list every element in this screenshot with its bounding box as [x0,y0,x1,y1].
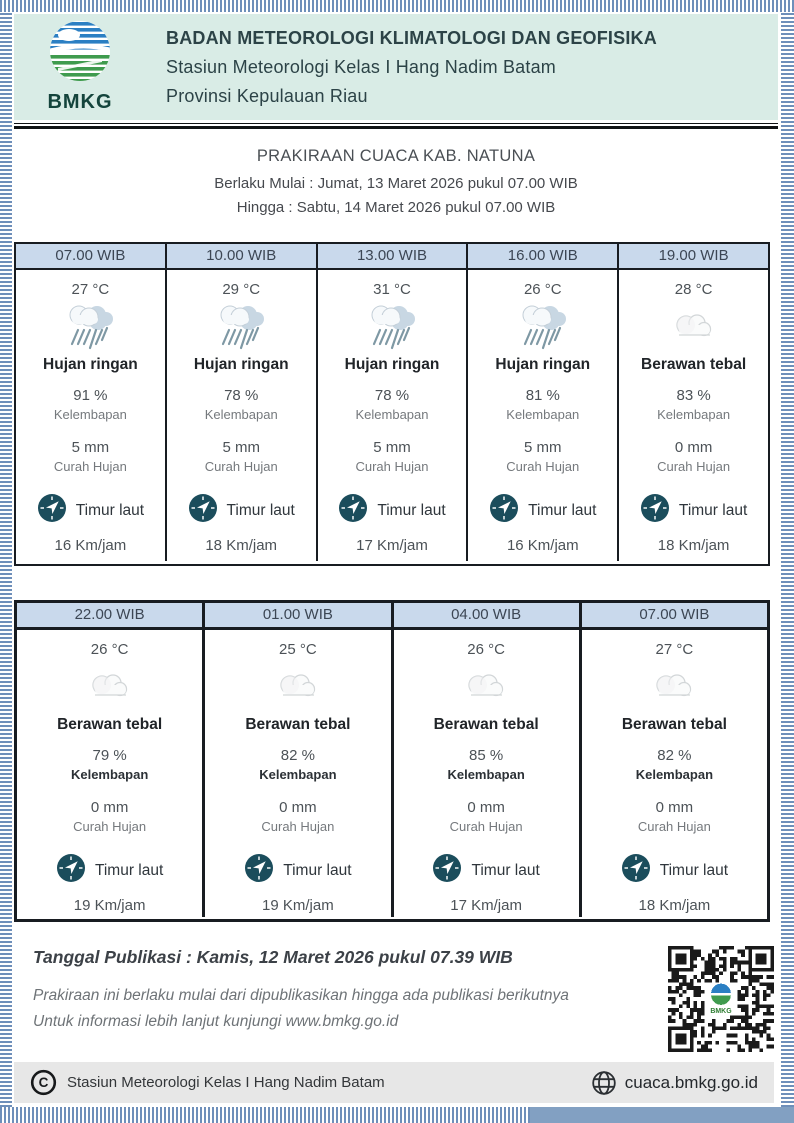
rainfall-value: 5 mm [373,439,411,456]
bmkg-logo [34,18,126,117]
time-header: 16.00 WIB [468,244,619,268]
compass-icon [338,493,368,528]
condition: Berawan tebal [57,716,163,733]
province-name: Provinsi Kepulauan Riau [166,85,368,106]
compass-icon [37,493,67,523]
humidity-value: 91 % [73,387,108,404]
wind-row [188,493,295,528]
wind-direction: Timur laut [75,501,145,519]
globe-icon [591,1070,617,1096]
rainfall-value: 0 mm [279,799,317,816]
wind-row [621,853,728,888]
rainfall-label: Curah Hujan [53,459,127,474]
table-body [17,630,767,917]
thick-clouds-icon [272,660,324,714]
time-header: 01.00 WIB [205,603,393,627]
rainfall-value: 5 mm [524,439,562,456]
wind-direction: Timur laut [678,501,748,519]
wind-row [244,853,351,888]
thick-clouds-icon [648,669,700,705]
rainfall-label: Curah Hujan [506,459,580,474]
temperature: 27 °C [655,641,694,658]
temperature: 26 °C [523,281,562,298]
light-rain-icon [363,300,421,354]
footer-bar [14,1062,774,1103]
wind-speed: 19 Km/jam [73,897,146,914]
publication-note: Prakiraan ini berlaku mulai dari dipublikasikan hingga ada publikasi berikutnya [33,987,569,1004]
temperature: 26 °C [90,641,129,658]
condition: Hujan ringan [193,356,289,373]
rainfall-value: 5 mm [222,439,260,456]
humidity-label: Kelembapan [259,767,337,782]
condition: Berawan tebal [245,716,351,733]
svg-text:BMKG: BMKG [710,1008,732,1016]
condition: Berawan tebal [433,716,539,733]
condition: Berawan tebal [641,356,747,373]
header-divider [14,123,778,129]
time-header: 07.00 WIB [16,244,167,268]
wind-direction: Timur laut [471,861,540,879]
copyright-icon [30,1069,57,1096]
thick-clouds-icon [272,669,324,705]
humidity-value: 78 % [374,387,410,404]
rainfall-label: Curah Hujan [355,459,429,474]
forecast-table-day [14,242,770,566]
humidity-value: 82 % [657,747,692,764]
frame-bottom [0,1107,794,1123]
humidity-value: 81 % [525,387,560,404]
rainfall-label: Curah Hujan [261,819,335,834]
humidity-value: 79 % [92,747,127,764]
humidity-label: Kelembapan [204,407,278,422]
compass-icon [244,853,274,888]
temperature: 31 °C [373,281,411,298]
compass-icon [37,493,67,528]
org-name: BADAN METEOROLOGI KLIMATOLOGI DAN GEOFISIKA [166,27,657,48]
table-header-row [17,603,767,630]
light-rain-icon [514,302,572,352]
compass-icon [640,493,670,523]
humidity-value: 78 % [224,387,259,404]
valid-until: Hingga : Sabtu, 14 Maret 2026 pukul 07.00 WIB [236,199,556,216]
humidity-label: Kelembapan [506,407,580,422]
wind-row [432,853,539,888]
compass-icon [56,853,86,883]
humidity-label: Kelembapan [53,407,127,422]
time-header: 10.00 WIB [167,244,318,268]
light-rain-icon [514,300,572,354]
thick-clouds-icon [84,660,136,714]
rainfall-label: Curah Hujan [73,819,147,834]
rainfall-value: 0 mm [674,439,713,456]
humidity-value: 83 % [676,387,711,404]
wind-direction: Timur laut [283,861,352,879]
wind-row [640,493,747,528]
humidity-label: Kelembapan [70,767,149,782]
time-header: 13.00 WIB [318,244,469,268]
humidity-label: Kelembapan [355,407,429,422]
compass-icon [432,853,462,883]
light-rain-icon [363,302,421,352]
rainfall-value: 0 mm [467,799,505,816]
wind-direction: Timur laut [528,501,597,519]
rainfall-value: 0 mm [90,799,129,816]
wind-speed: 16 Km/jam [506,537,579,554]
rainfall-label: Curah Hujan [637,819,711,834]
wind-direction: Timur laut [226,501,295,519]
wind-row [56,853,163,888]
humidity-label: Kelembapan [657,407,731,422]
qr-code [668,946,774,1052]
wind-row [338,493,445,528]
forecast-title: PRAKIRAAN CUACA KAB. NATUNA [256,147,536,165]
condition: Hujan ringan [344,356,440,373]
compass-icon [640,493,670,528]
forecast-table-night [14,600,770,922]
wind-speed: 17 Km/jam [450,897,522,914]
thick-clouds-icon [648,660,700,714]
compass-icon [338,493,368,523]
compass-icon [56,853,86,888]
wind-row [489,493,596,528]
frame-bottom-solid [530,1107,794,1123]
time-header: 04.00 WIB [394,603,582,627]
publication-date: Tanggal Publikasi : Kamis, 12 Maret 2026 pukul 07.39 WIB [33,947,513,967]
rainfall-label: Curah Hujan [657,459,731,474]
wind-speed: 17 Km/jam [356,537,428,554]
thick-clouds-icon [668,309,720,345]
compass-icon [432,853,462,888]
compass-icon [188,493,218,528]
frame-bottom-stripes [0,1107,530,1123]
humidity-label: Kelembapan [447,767,525,782]
condition: Hujan ringan [495,356,591,373]
svg-text:C: C [38,1075,49,1091]
time-header: 19.00 WIB [658,247,729,264]
header [14,14,778,120]
forecast-cell [582,630,767,917]
svg-text:BMKG: BMKG [47,90,113,112]
wind-speed: 16 Km/jam [54,537,127,554]
time-header: 22.00 WIB [17,603,205,627]
forecast-cell [318,270,469,561]
forecast-cell [205,630,393,917]
compass-icon [188,493,218,523]
temperature: 28 °C [674,281,713,298]
frame-top-stripes [0,0,794,12]
header-text [166,24,657,111]
time-header: 07.00 WIB [639,606,710,623]
valid-from: Berlaku Mulai : Jumat, 13 Maret 2026 pukul 07.00 WIB [214,175,578,192]
footer-website: cuaca.bmkg.go.id [624,1072,758,1092]
wind-direction: Timur laut [659,861,729,879]
wind-row [37,493,144,528]
temperature: 25 °C [279,641,317,658]
temperature: 29 °C [222,281,261,298]
rainfall-label: Curah Hujan [204,459,278,474]
rainfall-value: 5 mm [71,439,110,456]
publication-info-link: Untuk informasi lebih lanjut kunjungi www.bmkg.go.id [33,1013,399,1030]
light-rain-icon [61,300,119,354]
wind-speed: 18 Km/jam [638,897,711,914]
compass-icon [489,493,519,528]
wind-speed: 18 Km/jam [657,537,730,554]
forecast-cell [394,630,582,917]
light-rain-icon [212,302,270,352]
wind-direction: Timur laut [377,501,446,519]
humidity-value: 85 % [469,747,504,764]
temperature: 27 °C [71,281,110,298]
forecast-cell [17,630,205,917]
humidity-value: 82 % [280,747,315,764]
forecast-cell [167,270,318,561]
compass-icon [621,853,651,883]
compass-icon [621,853,651,888]
compass-icon [489,493,519,523]
thick-clouds-icon [84,669,136,705]
wind-direction: Timur laut [94,861,164,879]
light-rain-icon [212,300,270,354]
wind-speed: 18 Km/jam [205,537,278,554]
footer-copyright: Stasiun Meteorologi Kelas I Hang Nadim Batam [67,1074,385,1091]
humidity-label: Kelembapan [635,767,714,782]
thick-clouds-icon [460,660,512,714]
rainfall-value: 0 mm [655,799,694,816]
condition: Berawan tebal [621,716,727,733]
forecast-cell [619,270,768,561]
thick-clouds-icon [460,669,512,705]
frame-right-stripes [781,0,794,1107]
temperature: 26 °C [467,641,505,658]
table-body [16,270,768,561]
frame-left-stripes [0,0,12,1107]
station-name: Stasiun Meteorologi Kelas I Hang Nadim Batam [166,56,556,77]
light-rain-icon [61,302,119,352]
thick-clouds-icon [668,300,720,354]
compass-icon [244,853,274,883]
table-header-row [16,244,768,270]
forecast-cell [16,270,167,561]
rainfall-label: Curah Hujan [449,819,523,834]
forecast-cell [468,270,619,561]
wind-speed: 19 Km/jam [262,897,334,914]
condition: Hujan ringan [43,356,138,373]
